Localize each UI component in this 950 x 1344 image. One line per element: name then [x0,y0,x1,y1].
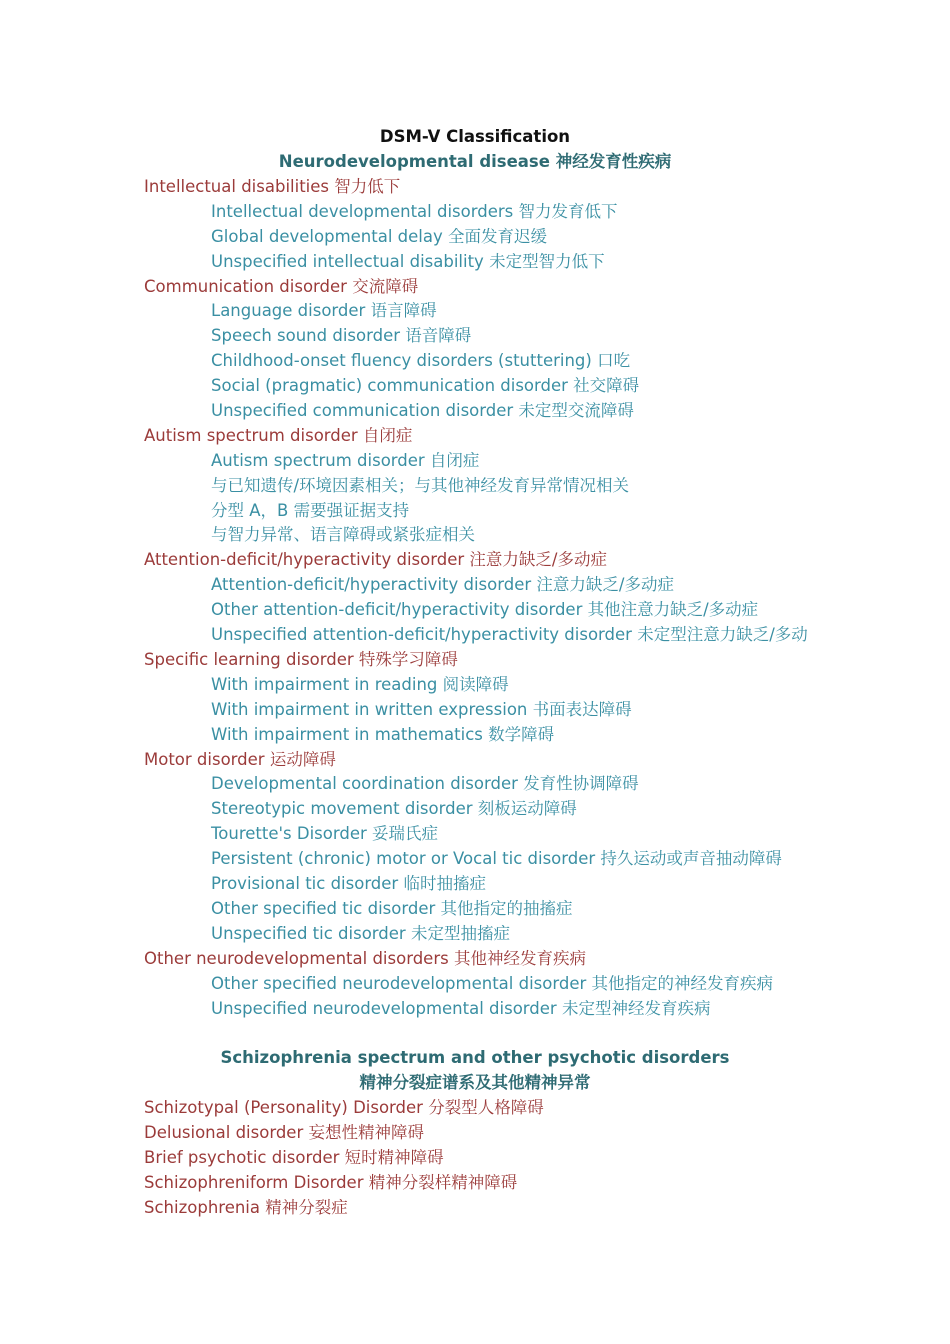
subcategory-item: Attention-deficit/hyperactivity disorder 注意力缺乏/多动症 [211,575,674,594]
subcategory-item: Unspecified tic disorder 未定型抽搐症 [211,924,510,943]
subcategory-item: Social (pragmatic) communication disorder 社交障碍 [211,376,640,395]
category-heading: Other neurodevelopmental disorders 其他神经发育疾病 [144,949,586,968]
subcategory-item: Global developmental delay 全面发育迟缓 [211,227,547,246]
subcategory-item: Stereotypic movement disorder 刻板运动障碍 [211,799,577,818]
subcategory-item: 与已知遗传/环境因素相关；与其他神经发育异常情况相关 [211,476,630,495]
document-title: DSM-V Classification [379,127,571,146]
category-heading: Delusional disorder 妄想性精神障碍 [144,1123,424,1142]
subcategory-item: Other attention-deficit/hyperactivity disorder 其他注意力缺乏/多动症 [211,600,759,619]
subcategory-item: With impairment in mathematics 数学障碍 [211,725,555,744]
section-heading: Neurodevelopmental disease 神经发育性疾病 [278,152,672,171]
category-heading: Autism spectrum disorder 自闭症 [144,426,413,445]
subcategory-item: Provisional tic disorder 临时抽搐症 [211,874,486,893]
subcategory-item: 分型 A，B 需要强证据支持 [211,501,410,520]
category-heading: Communication disorder 交流障碍 [144,277,419,296]
subcategory-item: 与智力异常、语言障碍或紧张症相关 [211,525,475,544]
category-heading: Schizophreniform Disorder 精神分裂样精神障碍 [144,1173,518,1192]
category-heading: Specific learning disorder 特殊学习障碍 [144,650,458,669]
subcategory-item: Other specified tic disorder 其他指定的抽搐症 [211,899,573,918]
category-heading: Attention-deficit/hyperactivity disorder 注意力缺乏/多动症 [144,550,607,569]
category-heading: Schizotypal (Personality) Disorder 分裂型人格障碍 [144,1098,544,1117]
subcategory-item: Unspecified communication disorder 未定型交流障碍 [211,401,634,420]
subcategory-item: Unspecified intellectual disability 未定型智力低下 [211,252,605,271]
subcategory-item: Unspecified neurodevelopmental disorder 未定型神经发育疾病 [211,999,711,1018]
subcategory-item: Tourette's Disorder 妥瑞氏症 [211,824,438,843]
subcategory-item: Autism spectrum disorder 自闭症 [211,451,480,470]
category-heading: Motor disorder 运动障碍 [144,750,336,769]
section-heading: 精神分裂症谱系及其他精神异常 [359,1073,591,1092]
subcategory-item: Childhood-onset fluency disorders (stuttering) 口吃 [211,351,631,370]
subcategory-item: With impairment in written expression 书面表达障碍 [211,700,632,719]
subcategory-item: Language disorder 语言障碍 [211,301,437,320]
section-heading: Schizophrenia spectrum and other psychotic disorders [220,1048,730,1067]
category-heading: Brief psychotic disorder 短时精神障碍 [144,1148,444,1167]
subcategory-item: Speech sound disorder 语音障碍 [211,326,472,345]
subcategory-item: Developmental coordination disorder 发育性协调障碍 [211,774,639,793]
subcategory-item: Persistent (chronic) motor or Vocal tic disorder 持久运动或声音抽动障碍 [211,849,782,868]
category-heading: Intellectual disabilities 智力低下 [144,177,401,196]
subcategory-item: Unspecified attention-deficit/hyperactivity disorder 未定型注意力缺乏/多动 [211,625,808,644]
subcategory-item: Intellectual developmental disorders 智力发育低下 [211,202,618,221]
subcategory-item: With impairment in reading 阅读障碍 [211,675,509,694]
category-heading: Schizophrenia 精神分裂症 [144,1198,348,1217]
subcategory-item: Other specified neurodevelopmental disorder 其他指定的神经发育疾病 [211,974,773,993]
